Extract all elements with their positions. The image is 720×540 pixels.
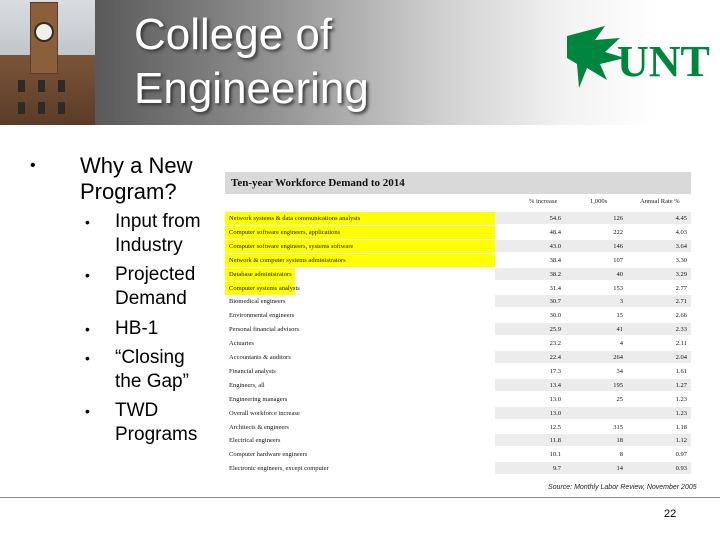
bullet-dot-icon: •	[85, 321, 90, 337]
table-cell-label: Electronic engineers, except computer	[229, 465, 329, 473]
page-number: 22	[664, 508, 677, 520]
table-cell-label: Database administrators	[229, 270, 292, 278]
table-row	[225, 309, 691, 322]
table-cell-rate: 3.64	[675, 242, 687, 250]
table-cell-label: Financial analysts	[229, 367, 276, 375]
table-cell-pct: 17.3	[549, 367, 561, 375]
table-cell-label: Accountants & auditors	[229, 354, 291, 361]
column-header: Annual Rate %	[640, 198, 680, 205]
table-cell-rate: 3.29	[675, 270, 687, 278]
table-cell-label: Network systems & data communications analysts	[229, 215, 361, 222]
table-row	[225, 212, 691, 225]
table-cell-thousands: 126	[613, 215, 623, 222]
table-cell-label: Computer software engineers, applications	[229, 228, 341, 236]
table-cell-pct: 25.9	[549, 326, 561, 334]
table-cell-label: Computer systems analysts	[229, 284, 300, 292]
table-cell-rate: 2.77	[675, 284, 687, 292]
table-cell-pct: 23.2	[549, 340, 561, 348]
table-cell-pct: 38.4	[549, 256, 561, 264]
table-cell-rate: 1.61	[675, 367, 687, 375]
table-cell-label: Computer hardware engineers	[229, 451, 308, 459]
clock-icon	[34, 22, 54, 42]
sub-bullet-text: Projected Demand	[115, 264, 196, 309]
slide-title	[134, 8, 369, 116]
table-row	[225, 323, 691, 336]
table-row	[225, 254, 691, 267]
table-row	[225, 337, 691, 350]
table-cell-rate: 2.11	[675, 340, 687, 348]
table-cell-rate: 1.12	[675, 437, 687, 445]
table-cell-thousands: 107	[613, 256, 623, 264]
bullet-dot-icon: •	[85, 403, 90, 419]
table-cell-pct: 48.4	[549, 228, 561, 236]
table-row	[225, 282, 691, 295]
table-cell-label: Architects & engineers	[229, 423, 289, 431]
table-cell-rate: 3.30	[675, 256, 687, 264]
table-cell-rate: 0.97	[675, 451, 687, 459]
table-cell-rate: 1.18	[675, 423, 687, 431]
column-header: 1,000s	[590, 198, 608, 205]
table-cell-pct: 54.6	[549, 215, 561, 222]
bullet-dot-icon: •	[30, 157, 36, 174]
table-row	[225, 393, 691, 406]
table-row	[225, 379, 691, 392]
table-cell-pct: 30.7	[549, 298, 561, 306]
main-bullet-text: Why a New Program?	[80, 153, 193, 204]
table-cell-rate: 2.04	[675, 354, 687, 361]
table-cell-pct: 12.5	[549, 423, 561, 431]
table-cell-label: Electrical engineers	[229, 437, 281, 445]
table-cell-rate: 2.71	[675, 298, 687, 306]
table-cell-pct: 31.4	[549, 284, 561, 292]
table-cell-thousands: 14	[616, 465, 623, 473]
table-cell-thousands: 25	[616, 395, 623, 403]
table-cell-label: Overall workforce increase	[229, 409, 300, 417]
table-cell-pct: 43.0	[549, 242, 561, 250]
table-row	[225, 226, 691, 239]
table-cell-thousands: 4	[619, 340, 623, 348]
table-cell-thousands: 153	[613, 284, 623, 292]
table-cell-label: Computer software engineers, systems software	[229, 242, 354, 250]
table-cell-thousands: 195	[613, 381, 623, 389]
table-cell-pct: 30.0	[549, 312, 561, 320]
table-cell-rate: 2.33	[675, 326, 687, 334]
table-cell-label: Engineering managers	[229, 395, 288, 403]
table-cell-thousands: 146	[613, 242, 623, 250]
table-cell-label: Network & computer systems administrators	[229, 256, 346, 264]
table-cell-pct: 13.0	[549, 409, 561, 417]
title-line-2: Engineering	[134, 64, 369, 113]
table-cell-thousands: 8	[619, 451, 623, 459]
sub-bullet-text: Input from Industry	[115, 211, 201, 256]
table-cell-label: Actuaries	[229, 340, 254, 348]
table-cell-pct: 9.7	[552, 465, 561, 473]
workforce-demand-table	[225, 172, 691, 473]
table-cell-label: Engineers, all	[229, 381, 265, 389]
sub-bullet-text: TWD Programs	[115, 400, 198, 445]
table-cell-thousands: 15	[616, 312, 623, 320]
table-cell-label: Personal financial advisors	[229, 326, 300, 334]
table-cell-thousands: 222	[613, 228, 623, 236]
table-cell-thousands: 315	[613, 423, 623, 431]
table-cell-rate: 4.03	[675, 228, 687, 236]
table-cell-pct: 10.1	[549, 451, 561, 459]
column-header: % increase	[529, 198, 558, 205]
table-row	[225, 434, 691, 447]
table-cell-rate: 0.93	[675, 465, 687, 473]
table-row	[225, 351, 691, 364]
table-cell-thousands: 41	[616, 326, 623, 334]
logo-text: UNT	[617, 37, 710, 86]
clock-tower-image	[0, 0, 95, 125]
table-cell-pct: 13.0	[549, 395, 561, 403]
table-row	[225, 462, 691, 475]
bullet-dot-icon: •	[85, 267, 90, 283]
table-row	[225, 421, 691, 434]
table-cell-pct: 11.8	[549, 437, 561, 445]
table-cell-pct: 38.2	[549, 270, 561, 278]
table-cell-rate: 1.23	[675, 395, 687, 403]
table-cell-pct: 13.4	[549, 381, 561, 389]
table-cell-rate: 4.45	[675, 215, 687, 222]
table-cell-label: Environmental engineers	[229, 312, 295, 320]
bullet-dot-icon: •	[85, 350, 90, 366]
table-row	[225, 448, 691, 461]
table-cell-thousands: 18	[616, 437, 623, 445]
table-row	[225, 268, 691, 281]
table-row	[225, 365, 691, 378]
title-line-1: College of	[134, 10, 333, 59]
source-citation: Source: Monthly Labor Review, November 2005	[548, 484, 697, 491]
table-cell-rate: 2.66	[675, 312, 687, 320]
sub-bullet-text: “Closing the Gap”	[115, 347, 189, 392]
table-cell-pct: 22.4	[549, 354, 561, 361]
table-cell-rate: 1.27	[675, 381, 687, 389]
table-cell-thousands: 264	[613, 354, 623, 361]
table-cell-thousands: 34	[616, 367, 623, 375]
bullet-dot-icon: •	[85, 214, 90, 230]
table-row	[225, 240, 691, 253]
table-row	[225, 295, 691, 308]
table-cell-thousands: 3	[619, 298, 623, 306]
table-cell-label: Biomedical engineers	[229, 298, 286, 306]
slide-header	[0, 0, 720, 125]
table-row	[225, 407, 691, 420]
divider	[0, 497, 720, 498]
sub-bullet-text: HB-1	[115, 318, 159, 339]
eagle-logo-icon	[565, 18, 715, 98]
table-cell-rate: 1.23	[675, 409, 687, 417]
table-cell-thousands: 40	[616, 270, 623, 278]
table-title: Ten-year Workforce Demand to 2014	[225, 172, 691, 194]
